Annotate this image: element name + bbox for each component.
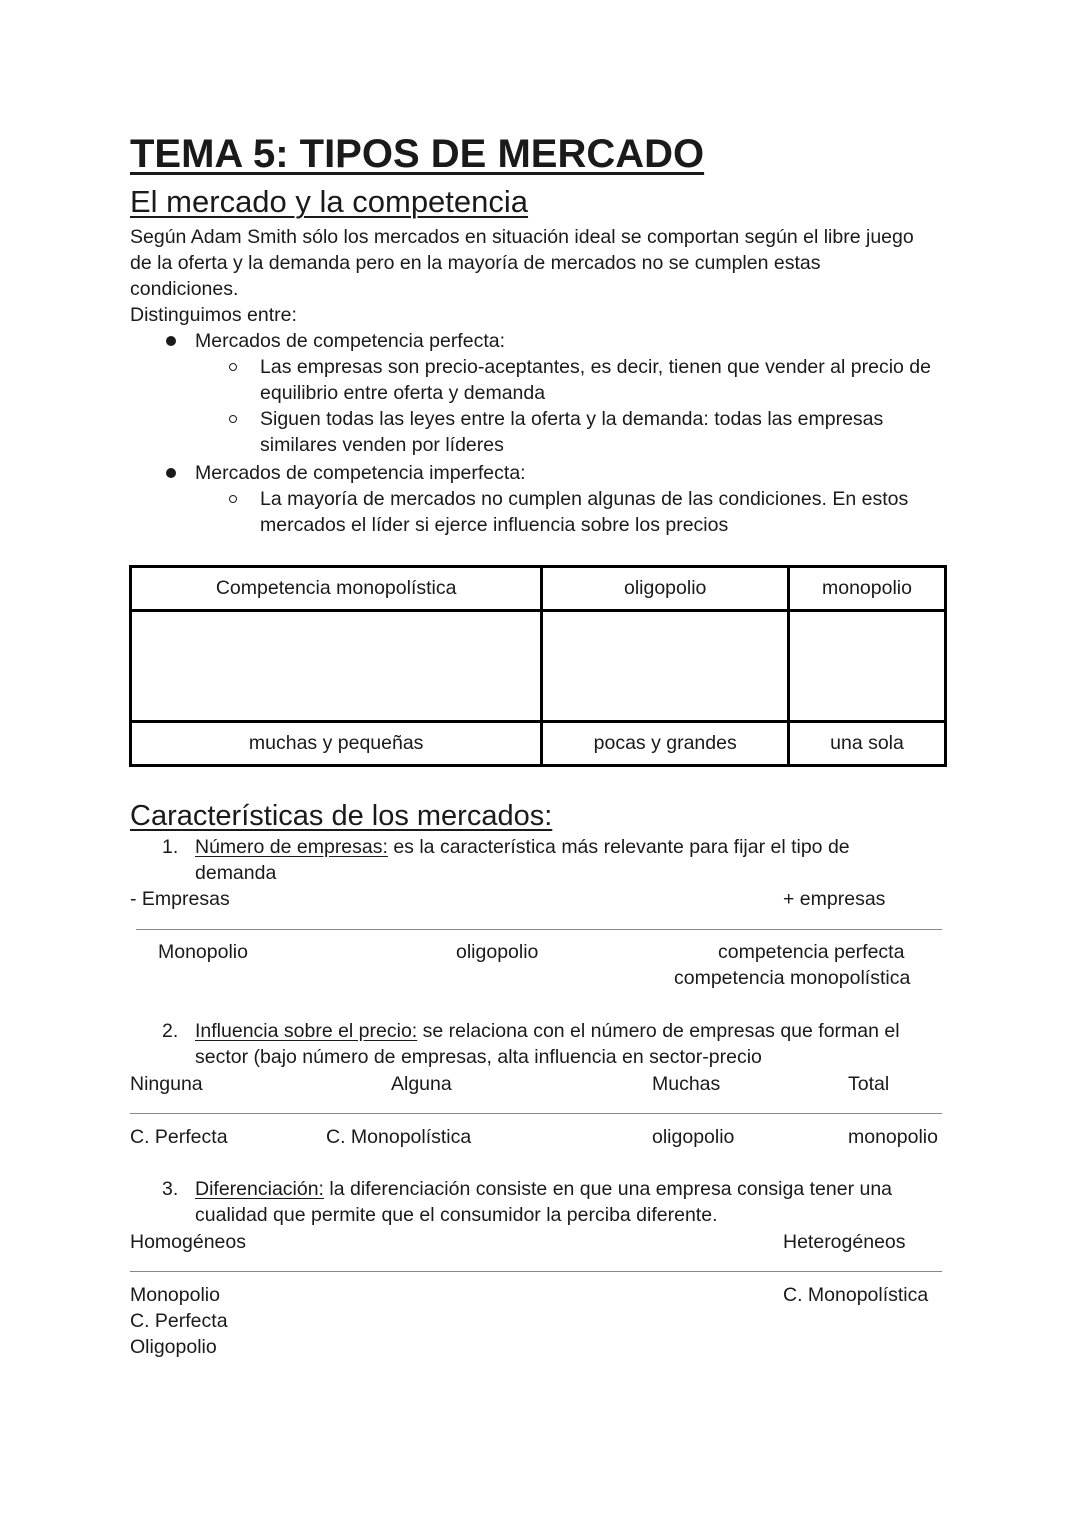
bullet-dot [166,336,176,346]
item-3-text [195,1176,892,1202]
item-number: 3. [162,1178,179,1200]
scale-1-monopoly: Monopolio [158,941,248,963]
sub-bullet-circle [229,415,237,423]
item-1-continuation: demanda [195,862,277,884]
scale-2-bottom-label: monopolio [848,1126,938,1148]
scale-3-left-item: C. Perfecta [130,1310,228,1332]
sub-bullet-3-line-1: La mayoría de mercados no cumplen algunas de las condiciones. En estos [260,488,909,510]
distinguish-label: Distinguimos entre: [130,304,297,326]
bullet-imperfect-competition: Mercados de competencia imperfecta: [195,462,526,484]
bullet-dot [166,468,176,478]
table-cell-empty [131,611,542,722]
table-footer-monopoly: una sola [789,722,946,766]
item-3-term: Diferenciación: [195,1178,324,1200]
item-3-continuation: cualidad que permite que el consumidor la perciba diferente. [195,1204,718,1226]
item-1-description: es la característica más relevante para fijar el tipo de [387,836,850,858]
table-header-monopolistic: Competencia monopolística [131,567,542,611]
scale-2-bottom-label: C. Monopolística [326,1126,472,1148]
item-2-description: se relaciona con el número de empresas que forman el [417,1020,900,1042]
section-heading-characteristics: Características de los mercados: [130,800,553,832]
scale-2-top-label: Ninguna [130,1073,203,1095]
scale-3-line [130,1271,942,1272]
table-footer-oligopoly: pocas y grandes [542,722,789,766]
sub-bullet-2-line-1: Siguen todas las leyes entre la oferta y la demanda: todas las empresas [260,408,884,430]
item-2-term: Influencia sobre el precio: [195,1020,418,1042]
scale-1-right-label: + empresas [783,888,886,910]
page-title: TEMA 5: TIPOS DE MERCADO [130,132,705,176]
scale-2-top-label: Muchas [652,1073,721,1095]
table-footer-monopolistic: muchas y pequeñas [131,722,542,766]
item-2-text [195,1018,900,1044]
scale-2-top-label: Alguna [391,1073,452,1095]
item-3-description: la diferenciación consiste en que una empresa consiga tener una [323,1178,893,1200]
scale-2-bottom-label: C. Perfecta [130,1126,228,1148]
market-types-table [129,565,947,767]
item-1-text [195,834,850,860]
bullet-perfect-competition: Mercados de competencia perfecta: [195,330,506,352]
sub-bullet-1-line-1: Las empresas son precio-aceptantes, es decir, tienen que vender al precio de [260,356,931,378]
sub-bullet-circle [229,363,237,371]
scale-1-left-label: - Empresas [130,888,230,910]
scale-3-left-item: Oligopolio [130,1336,217,1358]
item-1-term: Número de empresas: [195,836,388,858]
sub-bullet-3-line-2: mercados el líder si ejerce influencia sobre los precios [260,514,729,536]
scale-2-line [130,1113,942,1114]
scale-3-left-label: Homogéneos [130,1231,246,1253]
table-cell-empty [789,611,946,722]
intro-line-1: Según Adam Smith sólo los mercados en situación ideal se comportan según el libre juego [130,226,914,248]
item-number: 1. [162,836,179,858]
sub-bullet-circle [229,495,237,503]
table-cell-empty [542,611,789,722]
scale-2-bottom-label: oligopolio [652,1126,735,1148]
sub-bullet-2-line-2: similares venden por líderes [260,434,504,456]
intro-line-2: de la oferta y la demanda pero en la mayoría de mercados no se cumplen estas [130,252,821,274]
scale-2-top-label: Total [848,1073,890,1095]
scale-1-perfect: competencia perfecta [718,941,905,963]
scale-3-right-item: C. Monopolística [783,1284,929,1306]
scale-1-line [136,929,942,930]
scale-1-monopolistic: competencia monopolística [674,967,911,989]
table-header-monopoly: monopolio [789,567,946,611]
section-heading-market: El mercado y la competencia [130,184,529,219]
scale-1-oligopoly: oligopolio [456,941,539,963]
item-number: 2. [162,1020,179,1042]
item-2-continuation: sector (bajo número de empresas, alta influencia en sector-precio [195,1046,762,1068]
table-header-oligopoly: oligopolio [542,567,789,611]
scale-3-left-item: Monopolio [130,1284,220,1306]
sub-bullet-1-line-2: equilibrio entre oferta y demanda [260,382,546,404]
intro-line-3: condiciones. [130,278,239,300]
scale-3-right-label: Heterogéneos [783,1231,906,1253]
